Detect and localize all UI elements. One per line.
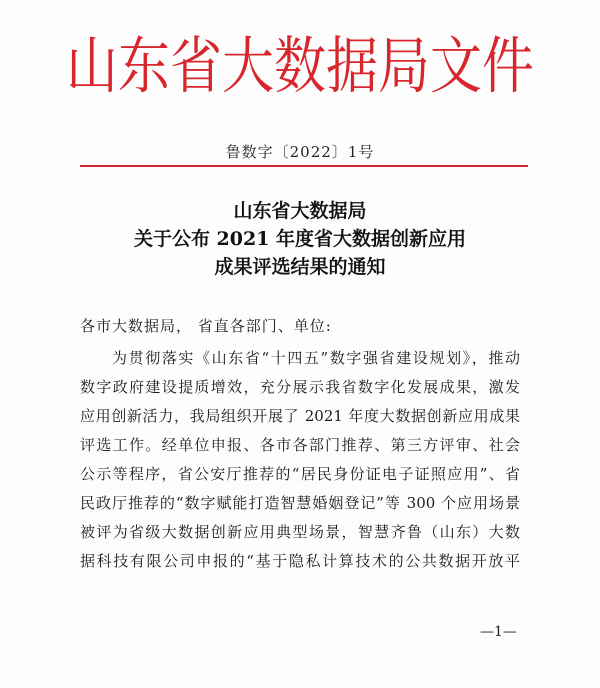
page-number: —1—: [480, 624, 517, 640]
body-line: 被评为省级大数据创新应用典型场景，智慧齐鲁（山东）大数: [80, 523, 520, 541]
body-line: 应用创新活力，我局组织开展了 2021 年度大数据创新应用成果: [80, 407, 520, 425]
body-line: 为贯彻落实《山东省“十四五”数字强省建设规划》，推动: [112, 349, 520, 367]
document-header-title: 山东省大数据局文件: [65, 31, 534, 103]
notice-title-line-3: 成果评选结果的通知: [214, 256, 386, 278]
document-number: 鲁数字〔2022〕1号: [225, 143, 375, 161]
body-line: 公示等程序，省公安厅推荐的“居民身份证电子证照应用”、省: [80, 465, 520, 483]
body-line: 数字政府建设提质增效，充分展示我省数字化发展成果，激发: [80, 378, 520, 396]
red-divider-line: [80, 165, 528, 167]
body-line: 民政厅推荐的“数字赋能打造智慧婚姻登记”等 300 个应用场景: [80, 494, 520, 512]
notice-title-line-2: 关于公布 2021 年度省大数据创新应用: [133, 228, 467, 250]
notice-title-line-1: 山东省大数据局: [233, 200, 367, 222]
notice-title: [0, 197, 600, 281]
body-line: 评选工作。经单位申报、各市各部门推荐、第三方评审、社会: [80, 436, 520, 454]
body-text: [80, 344, 520, 576]
body-line: 据科技有限公司申报的“基于隐私计算技术的公共数据开放平: [80, 552, 520, 570]
salutation: 各市大数据局， 省直各部门、单位:: [80, 317, 332, 335]
